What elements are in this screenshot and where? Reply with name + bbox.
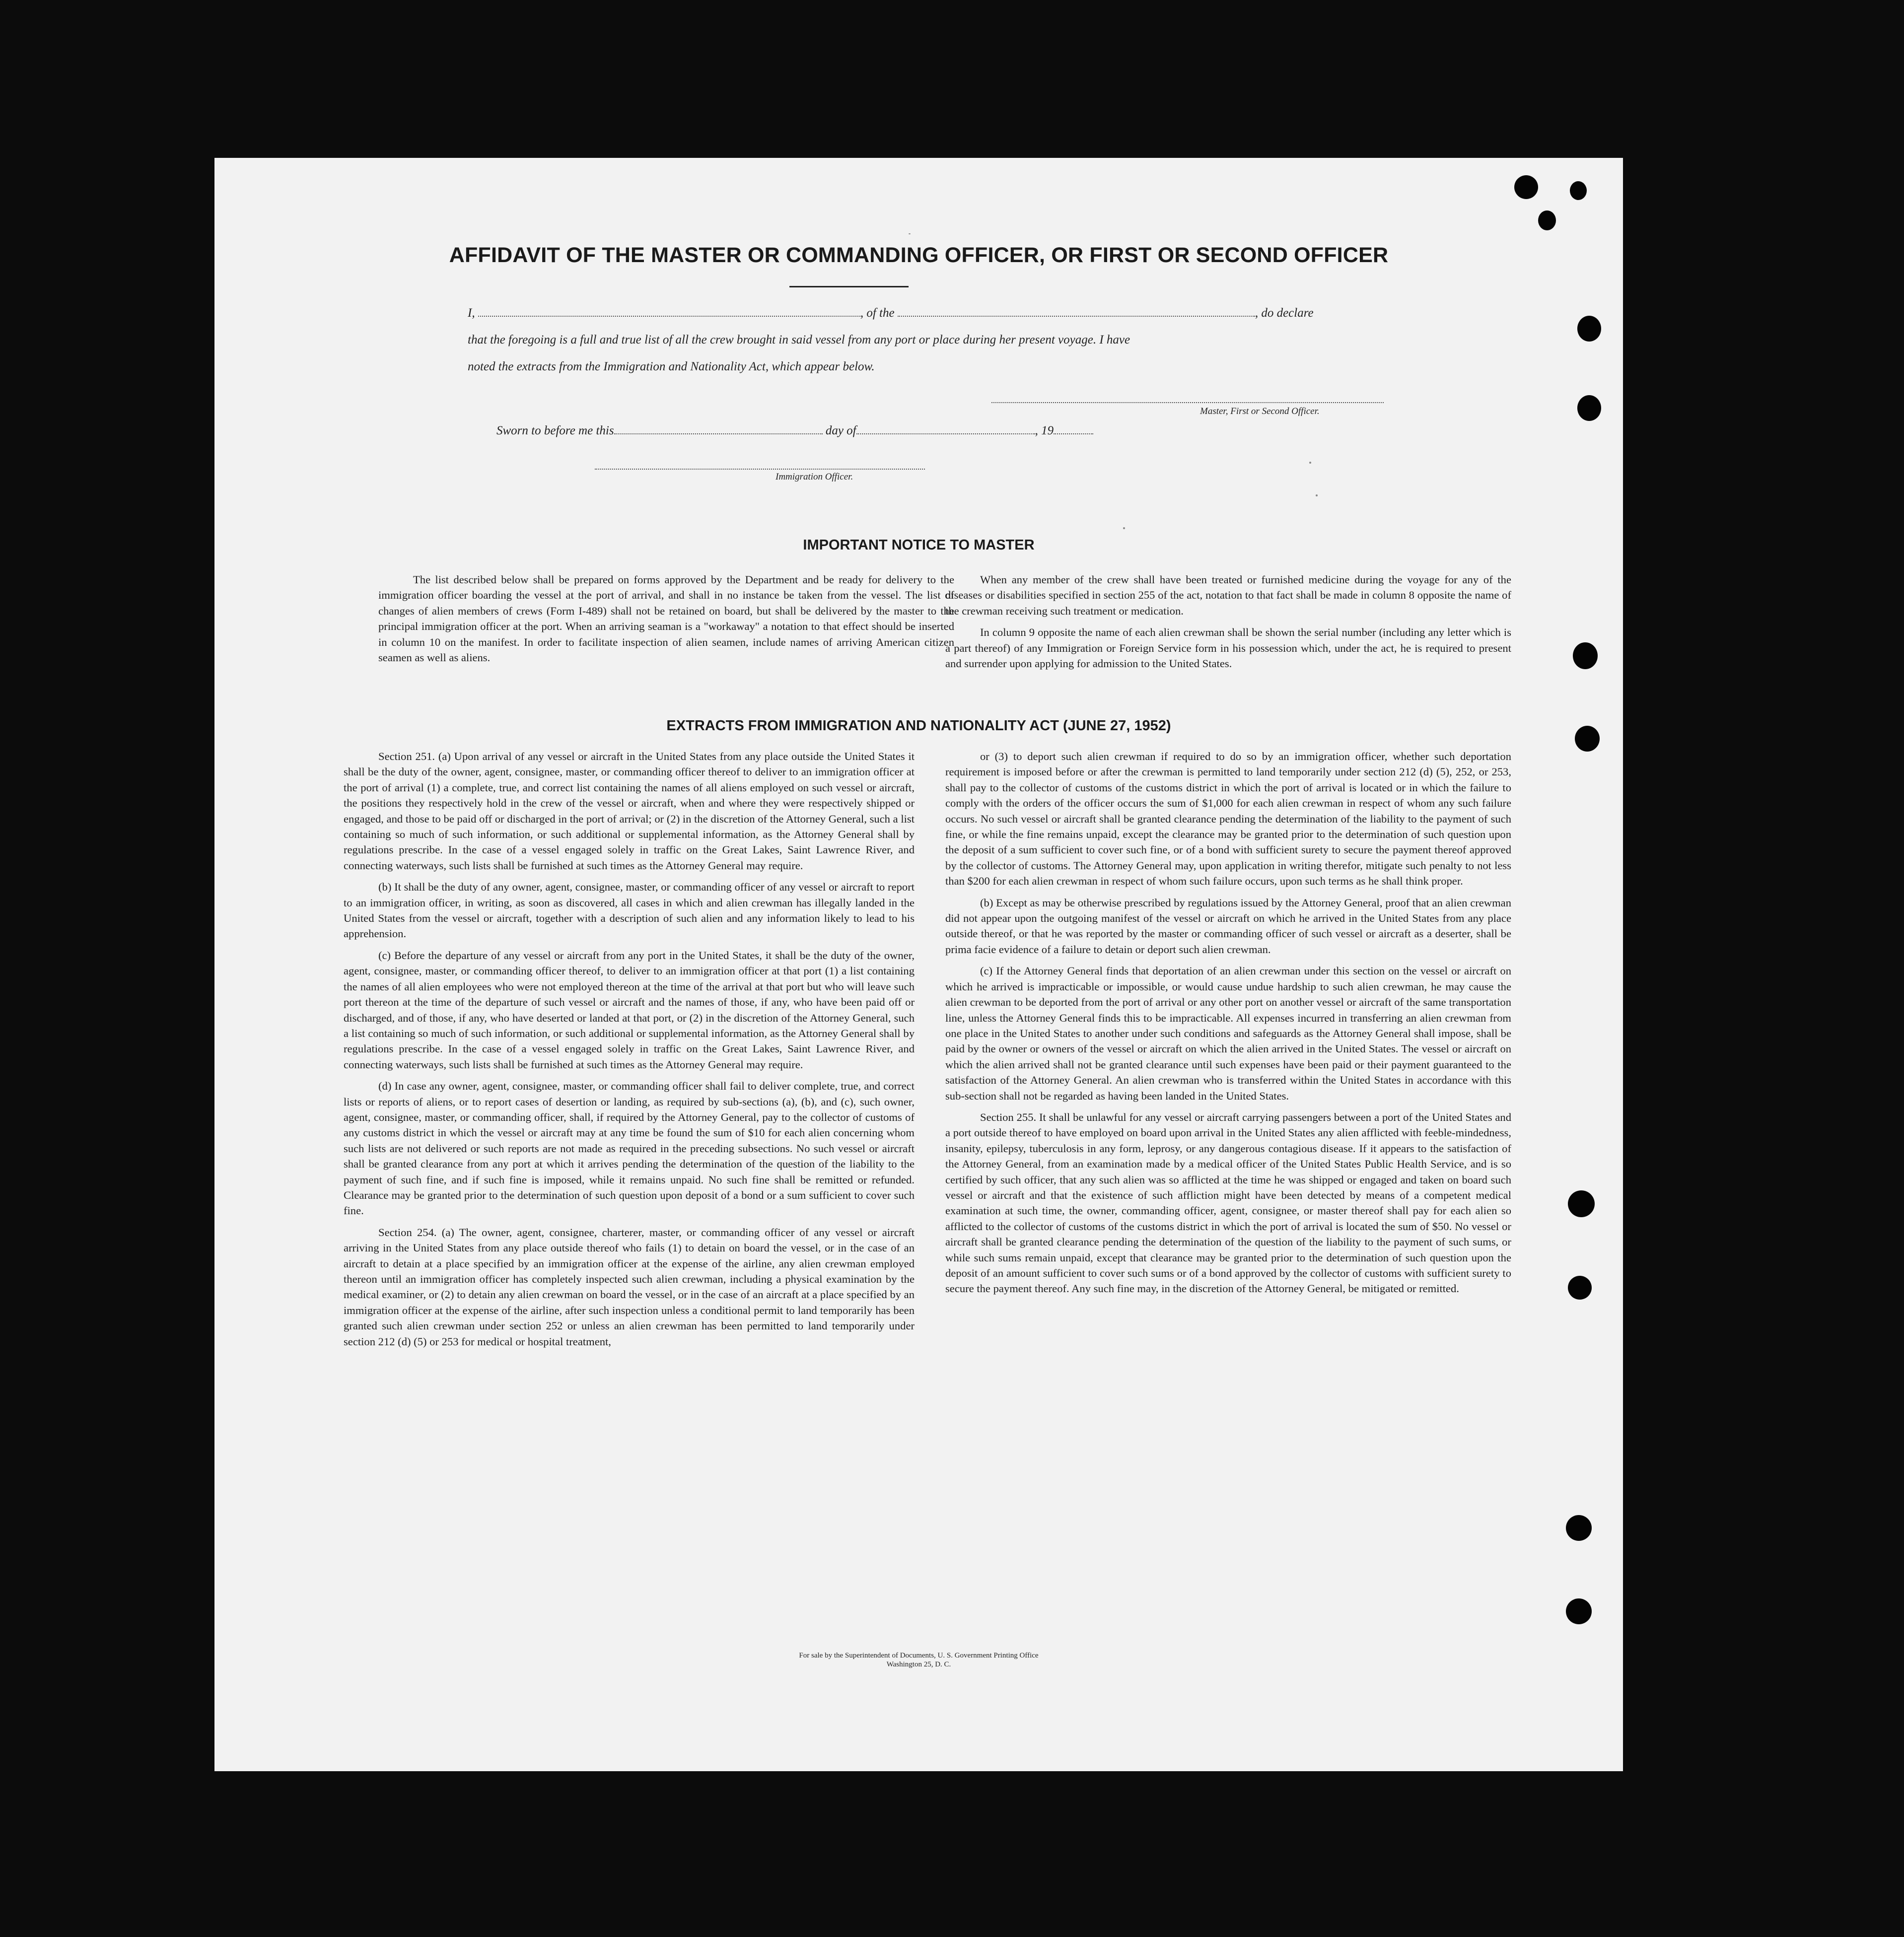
- sworn-day-of: day of: [825, 424, 856, 437]
- sworn-year: , 19: [1035, 424, 1054, 437]
- title-underline: [789, 286, 909, 287]
- notice-right-column: [945, 572, 1511, 677]
- punch-hole: [1577, 395, 1601, 421]
- notice-left-column: [378, 572, 954, 671]
- sworn-day-field[interactable]: [614, 431, 823, 434]
- notice-right-paragraph-2: In column 9 opposite the name of each alien crewman shall be shown the serial number (including any letter which is a part thereof) of any Immigration or Foreign Service form in his possession which, under the act, he is required to present and surrender upon applying for admission to the United States.: [945, 626, 1511, 670]
- punch-hole: [1538, 210, 1556, 230]
- declaration-line-1: [468, 300, 1394, 327]
- declaration-line-2: that the foregoing is a full and true list of all the crew brought in said vessel from any port or place during her present voyage. I have: [468, 333, 1130, 346]
- statute-paragraph: Section 255. It shall be unlawful for any vessel or aircraft carrying passengers between a port of the United States and a port outside thereof to have employed on board upon arrival in the United States any alien afflicted with feeble-mindedness, insanity, epilepsy, tuberculosis in any form, leprosy, or any dangerous contagious disease. If it appears to the satisfaction of the Attorney General, from an examination made by a medical officer of the United States Public Health Service, and is so certified by such officer, that any such alien was so afflicted at the time he was shipped or engaged and taken on board such vessel or aircraft and that the existence of such affliction might have been detected by means of a competent medical examination at such time, the owner, commanding officer, agent, consignee, or master thereof shall pay for each alien so afflicted to the collector of customs of the customs district in which the port of arrival is located the sum of $50. No vessel or aircraft shall be granted clearance pending the determination of the question of the liability to the payment of such sums, or while such sums remain unpaid, except that clearance may be granted prior to the determination of such question upon the deposit of an amount sufficient to cover such sums or of a bond approved by the collector of customs with sufficient surety to secure the payment thereof. Any such fine may, in the discretion of the Attorney General, be mitigated or remitted.: [945, 1110, 1511, 1295]
- printer-footer: [214, 1651, 1623, 1669]
- punch-hole: [1573, 642, 1598, 669]
- name-field[interactable]: [478, 314, 860, 317]
- notice-right-paragraph-1: When any member of the crew shall have been treated or furnished medicine during the voyage for any of the diseases or disabilities specified in section 255 of the act, notation to that fact shall be made in column 8 opposite the name of the crewman receiving such treatment or medication.: [945, 573, 1511, 617]
- sworn-year-field[interactable]: [1054, 431, 1093, 434]
- statute-paragraph: Section 254. (a) The owner, agent, consignee, charterer, master, or commanding officer of any vessel or aircraft arriving in the United States from any place outside thereof who fails (1) to detain on board the vessel, or in the case of an aircraft to detain at a place specified by an immigration officer at the expense of the airline, any alien crewman employed thereon until an immigration officer has completely inspected such alien crewman, including a physical examination by the medical examiner, or (2) to detain any alien crewman on board the vessel, or in the case of an aircraft at a place specified by an immigration officer at the expense of the airline, after such inspection unless a conditional permit to land temporarily has been granted such alien crewman under section 252 or unless an alien crewman has been permitted to land temporarily under section 212 (d) (5) or 253 for medical or hospital treatment,: [344, 1226, 915, 1348]
- punch-hole: [1568, 1276, 1592, 1300]
- sworn-statement: [496, 424, 1093, 438]
- master-signature-caption: Master, First or Second Officer.: [1200, 406, 1320, 416]
- statute-paragraph: Section 251. (a) Upon arrival of any vessel or aircraft in the United States from any place outside the United States it shall be the duty of the owner, agent, consignee, master, or commanding officer thereof to deliver to an immigration officer at the port of arrival (1) a complete, true, and correct list containing the names of all aliens employed on such vessel or aircraft, the positions they respectively hold in the crew of the vessel or aircraft, when and where they were respectively shipped or engaged, and those to be paid off or discharged in the port of arrival; or (2) in the discretion of the Attorney General, such a list containing so much of such information, or such additional or supplemental information, as the Attorney General shall by regulations prescribe. In the case of a vessel engaged solely in traffic on the Great Lakes, Saint Lawrence River, and connecting waterways, such lists shall be furnished at such times as the Attorney General may require.: [344, 750, 915, 872]
- punch-hole: [1575, 726, 1600, 752]
- punch-hole: [1566, 1598, 1592, 1624]
- scan-speck: [1316, 494, 1318, 496]
- scan-speck: [1309, 462, 1311, 464]
- scan-speck: [1123, 527, 1125, 529]
- declaration-text: [468, 300, 1394, 380]
- footer-line-2: Washington 25, D. C.: [886, 1660, 951, 1668]
- scan-speck: [909, 233, 911, 234]
- notice-left-paragraph: The list described below shall be prepared on forms approved by the Department and be ready for delivery to the immigration officer boarding the vessel at the port of arrival, and shall in no instance be taken from the vessel. The list of changes of alien members of crews (Form I-489) shall not be retained on board, but shall be delivered by the master to the principal immigration officer at the port. When an arriving seaman is a "workaway" a notation to that effect should be inserted in column 10 on the manifest. In order to facilitate inspection of alien seamen, include names of arriving American citizen seamen as well as aliens.: [378, 573, 954, 664]
- statute-paragraph: (b) Except as may be otherwise prescribed by regulations issued by the Attorney General, proof that an alien crewman did not appear upon the outgoing manifest of the vessel or aircraft on which he arrived in the United States from any place outside thereof, or that he was reported by the master or commanding officer of such vessel or aircraft as a deserter, shall be prima facie evidence of a failure to detain or deport such alien crewman.: [945, 896, 1511, 956]
- footer-line-1: For sale by the Superintendent of Documents, U. S. Government Printing Office: [799, 1652, 1039, 1660]
- statute-paragraph: (c) If the Attorney General finds that deportation of an alien crewman under this section on the vessel or aircraft on which he arrived is impracticable or impossible, or would cause undue hardship to such alien crewman, he may cause the alien crewman to be deported from the port of arrival or any other port on another vessel or aircraft of the same transportation line, unless the Attorney General finds this to be impracticable. All expenses incurred in transferring an alien crewman from one place in the United States to another under such conditions and safeguards as the Attorney General shall impose, shall be paid by the owner or owners of the vessel or aircraft on which the alien arrived in the United States. The vessel or aircraft on which the alien arrived shall not be granted clearance until such expenses have been paid or their payment guaranteed to the satisfaction of the Attorney General. An alien crewman who is transferred within the United States in accordance with this sub-section shall not be regarded as having been landed in the United States.: [945, 965, 1511, 1102]
- statute-paragraph: (d) In case any owner, agent, consignee, master, or commanding officer shall fail to deliver complete, true, and correct lists or reports of aliens, or to report cases of desertion or landing, as required by sub-sections (a), (b), and (c), such owner, agent, consignee, master, or commanding officer, shall, if required by the Attorney General, pay to the collector of customs of any customs district in which the vessel or aircraft may at any time be found the sum of $10 for each alien concerning whom such lists are not delivered or such reports are not made as required in the preceding subsections. No such vessel or aircraft shall be granted clearance from any port at which it arrives pending the determination of the question of the liability to the payment of such fine, and if such fine is imposed, while it remains unpaid. No such fine shall be remitted or refunded. Clearance may be granted prior to the determination of such question upon deposit of a bond or a sum sufficient to cover such fine.: [344, 1080, 915, 1217]
- declaration-line-3: noted the extracts from the Immigration and Nationality Act, which appear below.: [468, 360, 875, 373]
- punch-hole: [1570, 181, 1587, 200]
- vessel-field[interactable]: [898, 314, 1255, 317]
- extracts-right-column: [945, 749, 1511, 1303]
- sworn-month-field[interactable]: [856, 431, 1035, 434]
- punch-hole: [1566, 1515, 1592, 1541]
- punch-hole: [1514, 175, 1538, 199]
- notice-heading: IMPORTANT NOTICE TO MASTER: [803, 537, 1035, 553]
- document-page: [214, 158, 1623, 1771]
- statute-paragraph: (c) Before the departure of any vessel or aircraft from any port in the United States, it shall be the duty of the owner, agent, consignee, master, or commanding officer thereof, to deliver to an immigration officer at that port (1) a list containing the names of all alien employees who were not employed thereon at the time of the arrival at that port but who will leave such port thereon at the time of the departure of such vessel or aircraft and the names of those, if any, who have been paid off or discharged, and of those, if any, who have deserted or landed at that port, or (2) in the discretion of the Attorney General, such a list containing so much of such information, or such additional or supplemental information, as the Attorney General shall by regulations prescribe. In the case of a vessel engaged solely in traffic on the Great Lakes, Saint Lawrence River, and connecting waterways, such lists shall be furnished at such times as the Attorney General may require.: [344, 949, 915, 1071]
- declaration-do-declare: , do declare: [1255, 306, 1314, 320]
- sworn-prefix: Sworn to before me this: [496, 424, 614, 437]
- extracts-left-column: [344, 749, 915, 1355]
- extracts-heading: EXTRACTS FROM IMMIGRATION AND NATIONALITY ACT (JUNE 27, 1952): [666, 718, 1171, 734]
- punch-hole: [1568, 1190, 1595, 1217]
- affidavit-title: AFFIDAVIT OF THE MASTER OR COMMANDING OFFICER, OR FIRST OR SECOND OFFICER: [449, 243, 1389, 267]
- officer-signature-caption: Immigration Officer.: [776, 472, 853, 482]
- officer-signature-line[interactable]: [595, 469, 925, 470]
- statute-paragraph: or (3) to deport such alien crewman if required to do so by an immigration officer, whether such deportation requirement is imposed before or after the crewman is permitted to land temporarily under section 212 (d) (5), 252, or 253, shall pay to the collector of customs of the customs district in which the port of arrival is located or in which the failure to comply with the orders of the officer occurs the sum of $1,000 for each alien crewman in respect of whom any such failure occurs. No such vessel or aircraft shall be granted clearance pending the determination of the liability to the payment of such fine, or while the fine remains unpaid, except the clearance may be granted prior to the determination of such question upon the deposit of a sum sufficient to cover such fine, or of a bond with sufficient surety to secure the payment thereof approved by the collector of customs. The Attorney General may, upon application in writing therefor, mitigate such penalty to not less than $200 for each alien crewman in respect of whom such failure occurs, upon such terms as he shall think proper.: [945, 750, 1511, 888]
- punch-hole: [1577, 316, 1601, 342]
- statute-paragraph: (b) It shall be the duty of any owner, agent, consignee, master, or commanding officer of any vessel or aircraft to report to an immigration officer, in writing, as soon as discovered, all cases in which and alien crewman has illegally landed in the United States from the vessel or aircraft, together with a description of such alien and any information likely to lead to his apprehension.: [344, 881, 915, 940]
- master-signature-line[interactable]: [991, 402, 1384, 403]
- declaration-of-the: , of the: [860, 306, 895, 320]
- declaration-i: I,: [468, 306, 475, 320]
